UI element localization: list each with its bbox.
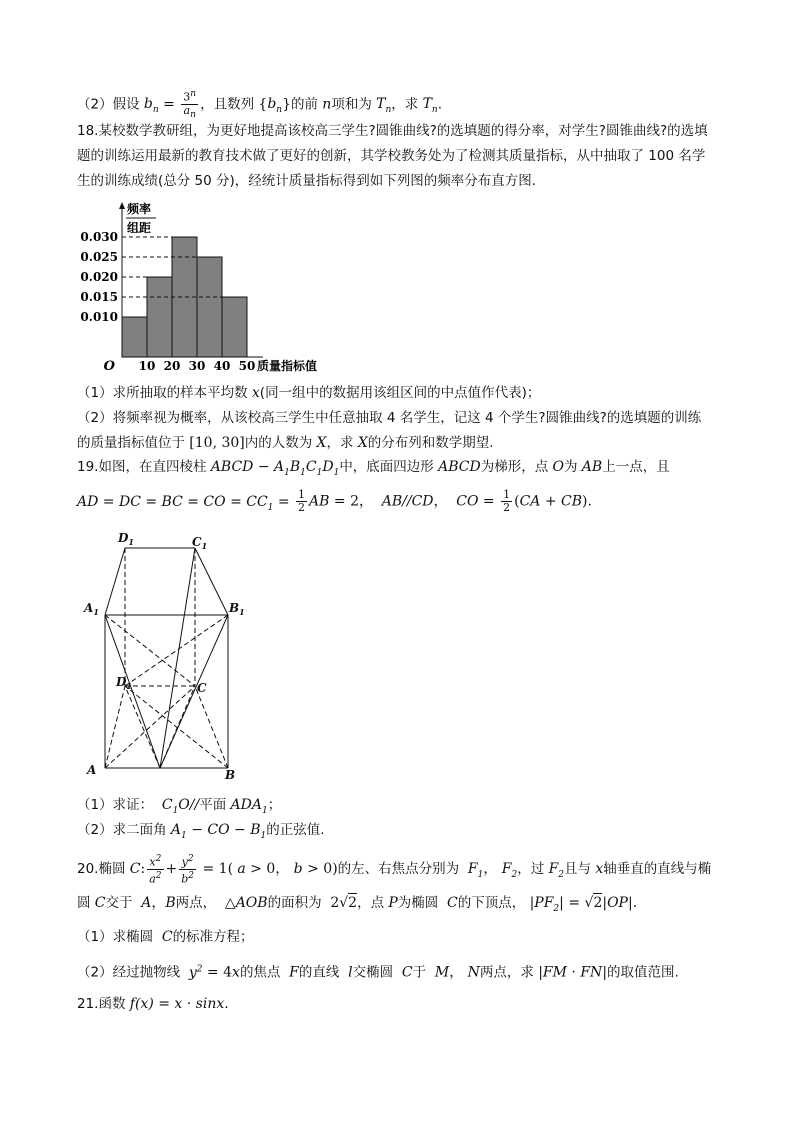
histogram-bar [147, 277, 172, 357]
y-tick-label: 0.015 [80, 290, 118, 304]
label-D1: $D_1$ [118, 531, 134, 547]
frequency-histogram [75, 198, 365, 376]
q18-line3: 生的训练成绩(总分 50 分)，经统计质量指标得到如下列图的频率分布直方图. [77, 173, 537, 189]
x-tick-label: 30 [188, 359, 206, 373]
x-tick-label: 10 [138, 359, 156, 373]
q18-line1: 18.某校数学教研组，为更好地提高该校高三学生?圆锥曲线?的选填题的得分率，对学生?圆锥曲线?的选填 [77, 123, 708, 139]
histogram-bar [122, 317, 147, 357]
label-B1: $B_1$ [229, 601, 245, 617]
q21-line: 21.函数 f(x) = x · sinx. [77, 996, 229, 1012]
q20-part2-line: （2）经过抛物线 $y^2 = 4x$的焦点 F的直线 l交椭圆 C于 M， N两点，求 |FM · FN|的取值范围. [77, 964, 679, 981]
q17-part2-line: （2）假设 $b_n$ = $\frac{3^n}{a_n}$ ，且数列 $\{b_n\}$的前 n项和为 $T_n$，求 $T_n$. [77, 89, 442, 120]
q18-part1-line: （1）求所抽取的样本平均数 x(同一组中的数据用该组区间的中点值作代表)； [77, 385, 541, 401]
label-B: B [225, 768, 236, 782]
histogram-bar [197, 257, 222, 357]
label-C: C [197, 681, 207, 695]
y-tick-label: 0.020 [80, 270, 118, 284]
label-C1: $C_1$ [192, 535, 208, 551]
q18-line2: 题的训练运用最新的教育技术做了更好的创新，其学校教务处为了检测其质量指标，从中抽取了 100 名学 [77, 148, 706, 164]
q20-part1-line: （1）求椭圆 C的标准方程； [77, 929, 254, 945]
q19-part1-line: （1）求证： $C_1O//$平面 $ADA_1$； [77, 797, 282, 816]
y-label-top: 频率 [127, 202, 152, 216]
y-tick-label: 0.010 [80, 310, 118, 324]
y-label-bottom: 组距 [127, 221, 152, 235]
q20-line2: 圆 C交于 A，B两点， △AOB的面积为 2√2，点 P为椭圆 C的下顶点， $|PF_2| = √2|OP|$. [77, 895, 638, 914]
q19-part2-line: （2）求二面角 $A_1$ − CO − $B_1$的正弦值. [77, 822, 325, 841]
q19-line1: 19.如图，在直四棱柱 ABCD − $A_1B_1C_1D_1$中，底面四边形 ABCD为梯形，点 O为 AB上一点，且 [77, 459, 670, 478]
label-A1: $A_1$ [84, 601, 99, 617]
label-A: A [87, 763, 97, 777]
label-D: $D_1$ [116, 675, 132, 691]
origin-label: O [103, 359, 115, 374]
prism-figure [80, 528, 250, 786]
y-tick-label: 0.030 [80, 230, 118, 244]
x-tick-label: 50 [238, 359, 256, 373]
q20-line1: 20.椭圆 C: $\frac{x^2}{a^2}$ + $\frac{y^2}{b^2}$ = 1( a > 0， b > 0)的左、右焦点分别为 $F_1$， $F_2$，过 $F_2$且与 x轴垂直的直线与椭 [77, 854, 712, 886]
x-axis-label: 质量指标值 [257, 359, 318, 373]
y-tick-label: 0.025 [80, 250, 118, 264]
q18-part2-line2: 的质量指标值位于 [10, 30]内的人数为 X，求 X的分布列和数学期望. [77, 435, 494, 451]
histogram-bar [222, 297, 247, 357]
part-number: （2） [77, 96, 113, 113]
x-tick-label: 40 [213, 359, 231, 373]
y-axis-arrow [119, 202, 125, 209]
q19-line2: AD = DC = BC = CO = $CC_1$ = $\frac{1}{2}$ AB = 2， AB//CD， CO = $\frac{1}{2}$ (CA + CB). [77, 488, 592, 514]
q18-part2-line1: （2）将频率视为概率，从该校高三学生中任意抽取 4 名学生，记这 4 个学生?圆锥曲线?的选填题的训练 [77, 410, 702, 426]
x-tick-label: 20 [163, 359, 181, 373]
